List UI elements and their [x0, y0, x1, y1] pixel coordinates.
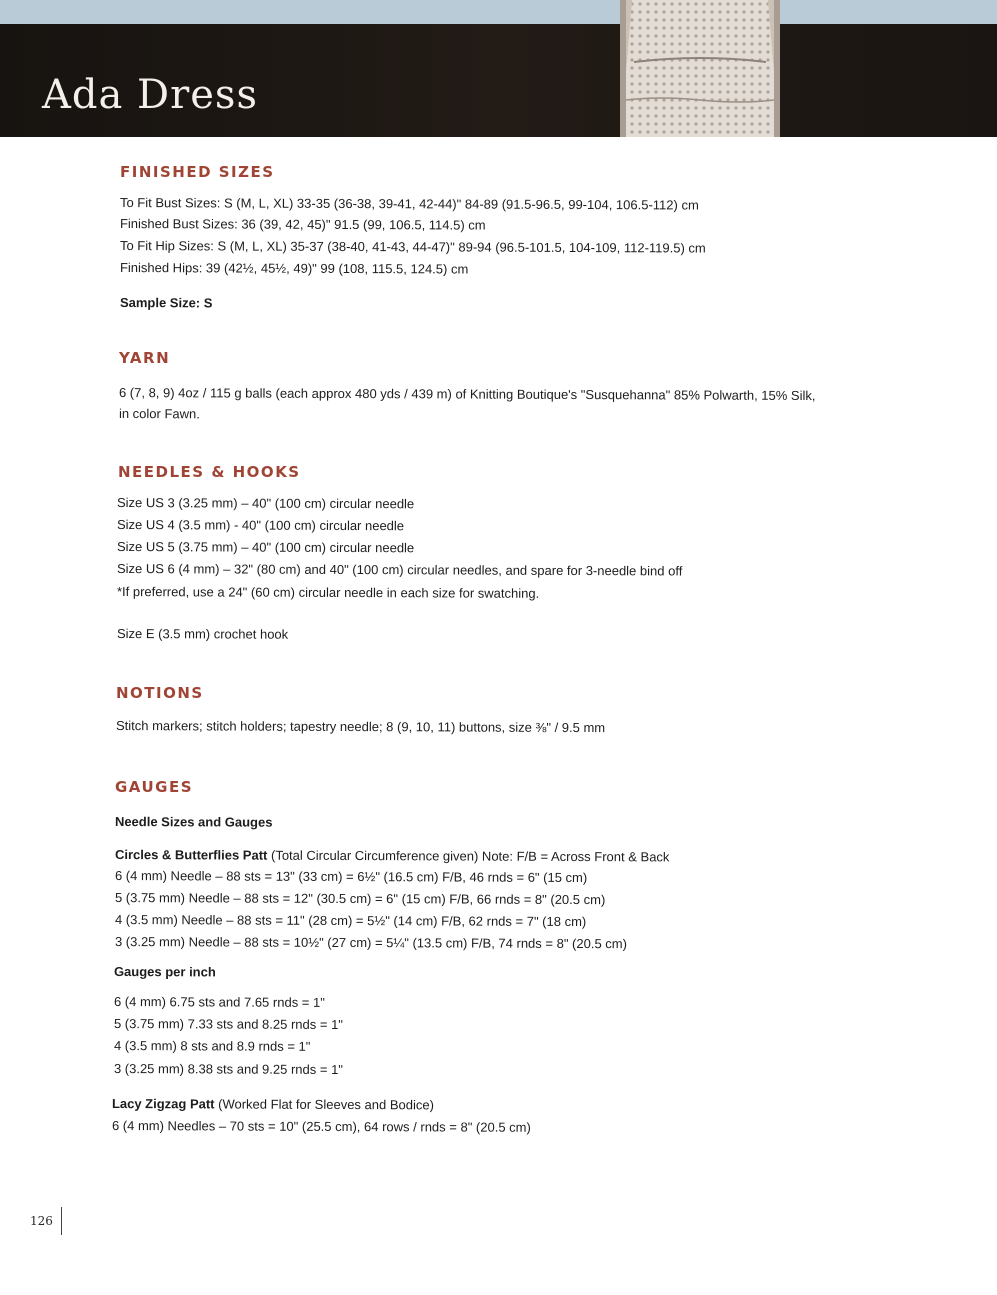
finished-sizes-line: Finished Bust Sizes: 36 (39, 42, 45)" 91.5 (99, 106.5, 114.5) cm — [119, 215, 486, 233]
lacy-patt-line — [112, 1094, 434, 1115]
circles-gauge-line: 3 (3.25 mm) Needle – 88 sts = 10½" (27 cm) = 5¼" (13.5 cm) F/B, 74 rnds = 8" (20.5 cm) — [114, 934, 628, 952]
sample-size: Sample Size: S — [119, 294, 213, 311]
lacy-patt-note: (Worked Flat for Sleeves and Bodice) — [214, 1096, 434, 1113]
per-inch-line: 4 (3.5 mm) 8 sts and 8.9 rnds = 1" — [113, 1038, 311, 1054]
needles-line: Size US 5 (3.75 mm) – 40" (100 cm) circular needle — [116, 539, 415, 556]
circles-patt-note: (Total Circular Circumference given) Note: F/B = Across Front & Back — [267, 847, 670, 865]
needles-line: Size US 6 (4 mm) – 32" (80 cm) and 40" (100 cm) circular needles, and spare for 3-needle bind off — [116, 561, 683, 579]
per-inch-line: 5 (3.75 mm) 7.33 sts and 8.25 rnds = 1" — [113, 1016, 343, 1032]
yarn-heading: YARN — [119, 349, 171, 367]
gauges-per-inch-heading: Gauges per inch — [113, 964, 216, 980]
circles-gauge-line: 4 (3.5 mm) Needle – 88 sts = 11" (28 cm) = 5½" (14 cm) F/B, 62 rnds = 7" (18 cm) — [114, 912, 587, 930]
needles-line: Size US 4 (3.5 mm) - 40" (100 cm) circular needle — [116, 517, 405, 534]
circles-patt-line — [115, 845, 670, 867]
finished-sizes-line: To Fit Hip Sizes: S (M, L, XL) 35-37 (38-40, 41-43, 44-47)" 89-94 (96.5-101.5, 104-109, 112-119.5) cm — [119, 237, 706, 256]
finished-sizes-line: To Fit Bust Sizes: S (M, L, XL) 33-35 (36-38, 39-41, 42-44)" 84-89 (91.5-96.5, 99-104, 106.5-112) cm — [119, 194, 699, 213]
circles-gauge-line: 6 (4 mm) Needle – 88 sts = 13" (33 cm) = 6½" (16.5 cm) F/B, 46 rnds = 6" (15 cm) — [114, 868, 588, 886]
needles-line: Size US 3 (3.25 mm) – 40" (100 cm) circular needle — [116, 494, 415, 512]
lacy-patt-label: Lacy Zigzag Patt — [111, 1096, 215, 1112]
page-number-rule — [61, 1207, 62, 1235]
circles-patt-label: Circles & Butterflies Patt — [114, 847, 268, 863]
page-number: 126 — [30, 1214, 53, 1228]
yarn-line: in color Fawn. — [118, 405, 200, 422]
yarn-line: 6 (7, 8, 9) 4oz / 115 g balls (each approx 480 yds / 439 m) of Knitting Boutique's "Susquehanna" 85% Polwarth, 15% Silk, — [118, 384, 816, 404]
needles-heading: NEEDLES & HOOKS — [118, 463, 301, 481]
notions-text: Stitch markers; stitch holders; tapestry needle; 8 (9, 10, 11) buttons, size ⅜" / 9.5 mm — [115, 718, 606, 736]
finished-sizes-heading: FINISHED SIZES — [120, 163, 275, 181]
notions-heading: NOTIONS — [116, 684, 204, 702]
page-title: Ada Dress — [42, 72, 258, 118]
circles-gauge-line: 5 (3.75 mm) Needle – 88 sts = 12" (30.5 cm) = 6" (15 cm) F/B, 66 rnds = 8" (20.5 cm) — [114, 890, 606, 908]
needle-sizes-heading: Needle Sizes and Gauges — [114, 814, 273, 830]
per-inch-line: 3 (3.25 mm) 8.38 sts and 9.25 rnds = 1" — [113, 1061, 343, 1077]
lacy-gauge-line: 6 (4 mm) Needles – 70 sts = 10" (25.5 cm), 64 rows / rnds = 8" (20.5 cm) — [111, 1118, 531, 1135]
crochet-hook: Size E (3.5 mm) crochet hook — [116, 626, 289, 642]
gauges-heading: GAUGES — [115, 778, 194, 796]
needles-line: *If preferred, use a 24" (60 cm) circular needle in each size for swatching. — [116, 584, 540, 601]
per-inch-line: 6 (4 mm) 6.75 sts and 7.65 rnds = 1" — [113, 994, 325, 1010]
finished-sizes-line: Finished Hips: 39 (42½, 45½, 49)" 99 (108, 115.5, 124.5) cm — [119, 259, 469, 277]
